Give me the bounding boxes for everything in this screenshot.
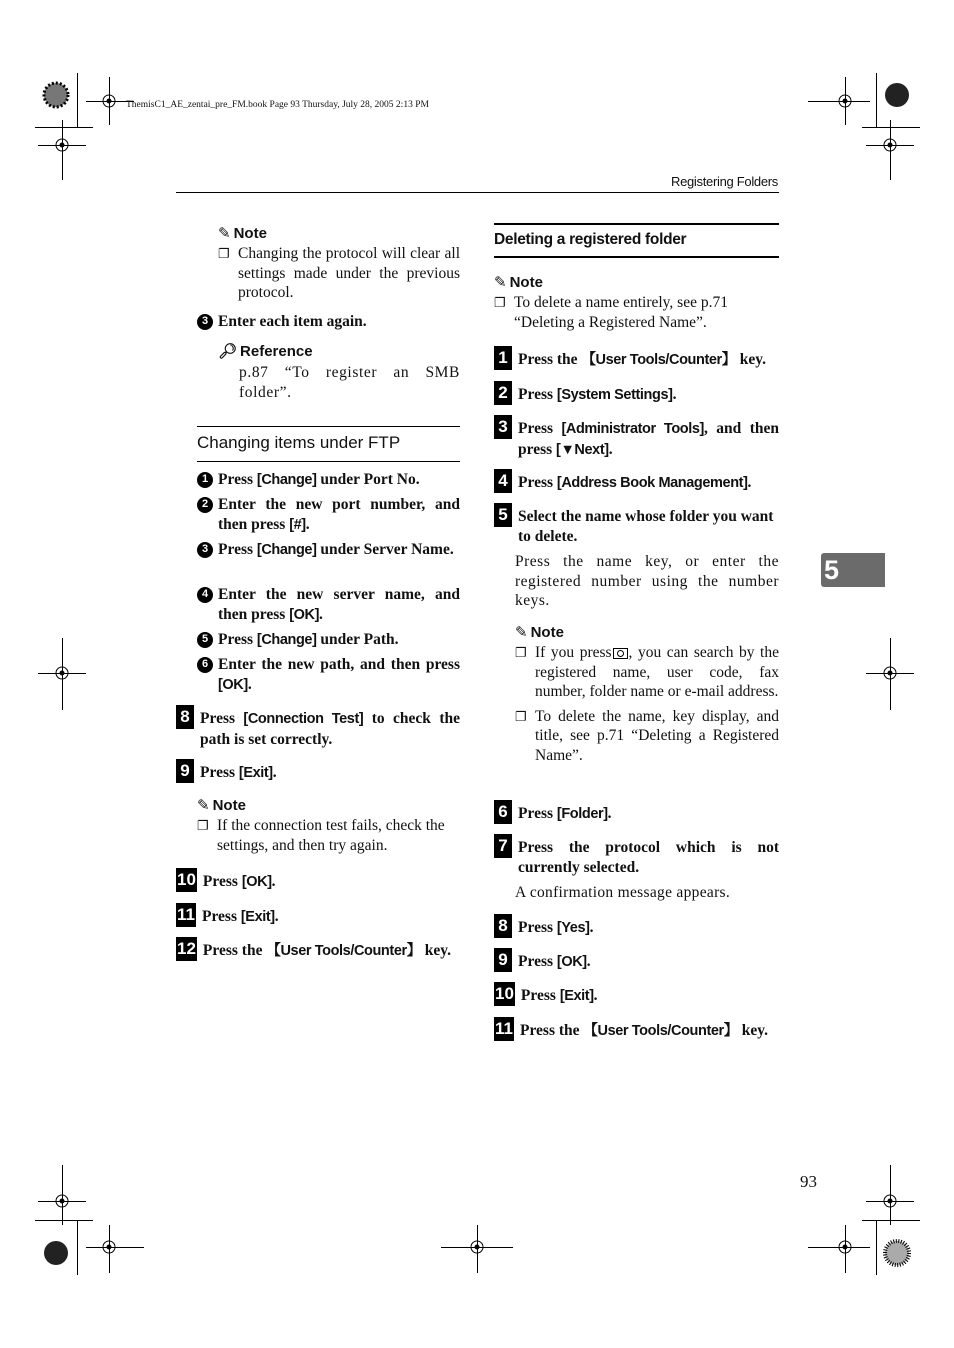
right-step-2: 2 Press [System Settings]. (494, 385, 779, 406)
chapter-tab: 5 (821, 553, 885, 587)
ftp-substep: 2 Enter the new port number, and then press [#]. (197, 495, 460, 535)
ftp-substep: 6 Enter the new path, and then press [OK]. (197, 655, 460, 695)
running-head: Registering Folders (670, 174, 778, 189)
right-step-6: 6 Press [Folder]. (494, 804, 779, 825)
pencil-icon: ✎ (494, 274, 507, 291)
checkbox-bullet-icon: ❐ (515, 645, 527, 660)
checkbox-bullet-icon: ❐ (494, 295, 506, 310)
ftp-substep: 5 Press [Change] under Path. (197, 630, 460, 651)
right-step-10: 10 Press [Exit]. (494, 986, 779, 1007)
pencil-icon: ✎ (515, 624, 528, 641)
section-heading-ftp: Changing items under FTP (197, 433, 401, 452)
left-reference: 🔎︎ Reference p.87 “To register an SMB folder”. (218, 342, 460, 401)
checkbox-bullet-icon: ❐ (197, 818, 209, 833)
magnifier-icon: 🔎︎ (218, 343, 238, 360)
right-step-8: 8 Press [Yes]. (494, 918, 779, 939)
left-note2: ✎ Note ❐ If the connection test fails, check the settings, and then try again. (197, 796, 445, 854)
checkbox-bullet-icon: ❐ (515, 708, 527, 724)
left-step-12: 12 Press the 【User Tools/Counter】 key. (176, 941, 460, 962)
right-step-3: 3 Press [Administrator Tools], and then press [▼Next]. (494, 419, 779, 460)
right-step-1: 1 Press the 【User Tools/Counter】 key. (494, 350, 779, 371)
right-step-7: 7 Press the protocol which is not currently selected. (494, 838, 779, 877)
pencil-icon: ✎ (197, 797, 210, 814)
ftp-substep: 1 Press [Change] under Port No. (197, 470, 460, 491)
right-step-11: 11 Press the 【User Tools/Counter】 key. (494, 1021, 779, 1042)
right-note2: ✎ Note ❐ If you press , you can search by the registered name, user code, fax number, folder name or e-mail address. ❐ To delete the name, key display, and title, see p.71 “Deleting a Registered Name”. (515, 623, 779, 764)
left-note1 (218, 224, 460, 303)
checkbox-bullet-icon: ❐ (218, 246, 230, 261)
pencil-icon: ✎ (218, 225, 231, 242)
right-step-5: 5 Select the name whose folder you want to delete. (494, 507, 779, 546)
left-step-10: 10 Press [OK]. (176, 872, 460, 893)
ftp-substep: 4 Enter the new server name, and then press [OK]. (197, 585, 460, 625)
note-bullet: ❐ Changing the protocol will clear all settings made under the previous protocol. (218, 245, 460, 301)
section-heading-delete: Deleting a registered folder (494, 231, 687, 248)
right-step-9: 9 Press [OK]. (494, 952, 779, 973)
left-step-11: 11 Press [Exit]. (176, 907, 460, 928)
right-note1: ✎ Note ❐ To delete a name entirely, see p.71 “Deleting a Registered Name”. (494, 273, 728, 331)
substep-3: 3 Enter each item again. (197, 312, 460, 332)
step5-body: Press the name key, or enter the registered number using the number keys. (515, 553, 779, 609)
left-step-9: 9 Press [Exit]. (176, 763, 460, 784)
ftp-substep: 3 Press [Change] under Server Name. (197, 540, 460, 561)
note-heading: ✎ Note (218, 224, 267, 242)
page-number: 93 (800, 1172, 817, 1191)
file-header: ThemisC1_AE_zentai_pre_FM.book Page 93 Thursday, July 28, 2005 2:13 PM (126, 100, 429, 110)
left-step-8: 8 Press [Connection Test] to check the path is set correctly. (176, 709, 460, 749)
step7-body: A confirmation message appears. (515, 884, 731, 901)
search-key-icon (613, 648, 628, 659)
header-rule (176, 192, 779, 193)
right-step-4: 4 Press [Address Book Management]. (494, 473, 779, 494)
